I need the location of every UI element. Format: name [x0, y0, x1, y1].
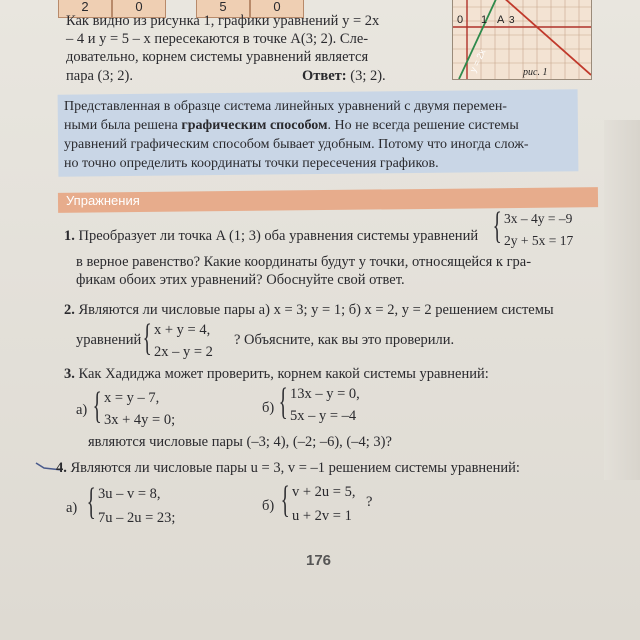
note-line-2: [64, 117, 519, 134]
exercise-text: Преобразует ли точка A (1; 3) оба уравнения системы уравнений: [78, 228, 479, 244]
note-line-1: Представленная в образце система линейных уравнений с двумя перемен-: [64, 99, 507, 114]
intro-line-3: довательно, корнем системы уравнений является: [66, 49, 369, 65]
brace: {: [92, 385, 102, 427]
table-cell: 5: [196, 0, 250, 18]
sys-eq: v + 2u = 5,: [292, 484, 356, 500]
brace: {: [142, 317, 152, 359]
option-a-label: а): [76, 402, 88, 418]
exercise-1-line-2: в верное равенство? Какие координаты будут у точки, относящейся к гра-: [76, 254, 532, 270]
exercise-1-line-3: фикам обоих этих уравнений? Обоснуйте свой ответ.: [76, 272, 405, 288]
option-a-label: а): [66, 500, 78, 516]
page-number: 176: [306, 552, 332, 569]
brace: {: [280, 479, 290, 521]
intro-line-1: Как видно из рисунка 1, графики уравнений y = 2x: [66, 13, 380, 29]
sys-eq: 7u – 2u = 23;: [98, 510, 176, 526]
sys-eq: u + 2v = 1: [292, 508, 352, 524]
exercise-2: [64, 302, 554, 319]
figure-caption: рис. 1: [523, 67, 548, 78]
exercise-2-prefix: уравнений: [76, 332, 142, 348]
tick-0: 0: [457, 14, 464, 26]
answer-label: Ответ:: [302, 68, 347, 84]
sys-eq: 3x – 4y = –9: [504, 211, 573, 226]
sys-eq: 13x – y = 0,: [290, 386, 360, 402]
graph-grid: [453, 0, 591, 79]
exercise-3: [64, 366, 489, 383]
option-b-label: б): [262, 400, 275, 416]
sys-eq: 2x – y = 2: [154, 344, 213, 360]
sys-eq: 3u – v = 8,: [98, 486, 161, 502]
exercise-number: 2.: [64, 302, 75, 318]
exercise-number: 1.: [64, 228, 75, 244]
exercise-1: [64, 228, 478, 245]
intro-line-4: пара (3; 2).: [66, 68, 133, 84]
sys-eq: 3x + 4y = 0;: [104, 412, 176, 428]
point-a-label: A: [497, 14, 505, 26]
sys-eq: 2y + 5x = 17: [504, 233, 574, 248]
question-mark: ?: [366, 494, 373, 510]
tick-3: 3: [509, 15, 515, 26]
note-line-3: уравнений графическим способом бывает удобным. Потому что иногда слож-: [64, 137, 529, 152]
sys-eq: x + y = 4,: [154, 322, 211, 338]
answer: [302, 68, 386, 85]
line-y-5-x: [503, 0, 591, 75]
answer-value: (3; 2).: [350, 68, 386, 84]
note-line-4: но точно определить координаты точки пересечения графиков.: [64, 156, 439, 171]
exercise-text: Являются ли числовые пары u = 3, v = –1 решением системы уравнений:: [70, 460, 520, 476]
brace: {: [86, 481, 96, 523]
brace: {: [278, 381, 288, 423]
exercise-4: [56, 460, 520, 477]
section-title: Упражнения: [66, 193, 140, 208]
tick-1: 1: [481, 14, 488, 26]
graph-figure: [452, 0, 592, 80]
note-bold: графическим способом: [181, 118, 328, 133]
sys-eq: 5x – y = –4: [290, 408, 357, 424]
exercise-text: Являются ли числовые пары а) x = 3; y = 1; б) x = 2, y = 2 решением системы: [78, 302, 554, 318]
exercise-number: 4.: [56, 460, 67, 476]
note-text: ными была решена: [64, 118, 178, 133]
table-cell: 0: [112, 0, 166, 18]
table-cell: 2: [58, 0, 112, 18]
exercise-number: 3.: [64, 366, 75, 382]
brace: {: [492, 205, 502, 247]
table-cell: 0: [250, 0, 304, 18]
intro-line-2: – 4 и y = 5 – x пересекаются в точке A(3; 2). Сле-: [66, 31, 369, 47]
sys-eq: x = y – 7,: [104, 390, 160, 406]
exercise-2-suffix: ? Объясните, как вы это проверили.: [234, 332, 455, 348]
label-y-2x: y = 2x: [467, 47, 488, 74]
next-page-edge: [604, 120, 640, 480]
exercise-text: Как Хадиджа может проверить, корнем какой системы уравнений:: [78, 366, 489, 382]
exercise-3-tail: являются числовые пары (–3; 4), (–2; –6), (–4; 3)?: [88, 434, 392, 450]
option-b-label: б): [262, 498, 275, 514]
note-text: . Но не всегда решение системы: [327, 118, 519, 133]
